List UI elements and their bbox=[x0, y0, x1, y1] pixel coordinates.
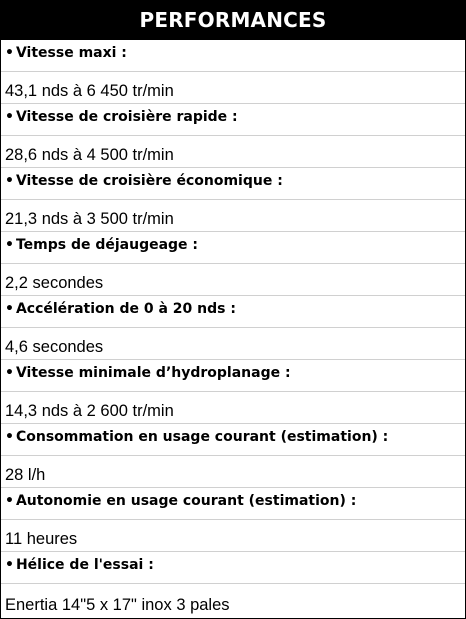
row-value: 14,3 nds à 2 600 tr/min bbox=[5, 402, 174, 420]
label-row-planing-time bbox=[1, 232, 465, 264]
label-row-propeller bbox=[1, 552, 465, 584]
bullet-icon: • bbox=[5, 300, 14, 317]
label-row-acceleration bbox=[1, 296, 465, 328]
value-row-propeller bbox=[1, 584, 465, 618]
value-row-fast-cruise bbox=[1, 136, 465, 168]
label-row-eco-cruise bbox=[1, 168, 465, 200]
bullet-icon: • bbox=[5, 364, 14, 381]
value-row-min-planing-speed bbox=[1, 392, 465, 424]
row-value: 21,3 nds à 3 500 tr/min bbox=[5, 210, 174, 228]
row-label: • Vitesse de croisière rapide : bbox=[5, 108, 238, 125]
row-label: • Accélération de 0 à 20 nds : bbox=[5, 300, 236, 317]
row-label: • Vitesse minimale d’hydroplanage : bbox=[5, 364, 291, 381]
bullet-icon: • bbox=[5, 428, 14, 445]
value-row-acceleration bbox=[1, 328, 465, 360]
row-label: • Vitesse maxi : bbox=[5, 44, 127, 61]
label-row-consumption bbox=[1, 424, 465, 456]
row-value: 28,6 nds à 4 500 tr/min bbox=[5, 146, 174, 164]
table-title: PERFORMANCES bbox=[139, 8, 327, 32]
row-label: • Vitesse de croisière économique : bbox=[5, 172, 283, 189]
row-value: 43,1 nds à 6 450 tr/min bbox=[5, 82, 174, 100]
value-row-planing-time bbox=[1, 264, 465, 296]
row-value: 28 l/h bbox=[5, 466, 46, 484]
bullet-icon: • bbox=[5, 492, 14, 509]
bullet-icon: • bbox=[5, 108, 14, 125]
value-row-top-speed bbox=[1, 72, 465, 104]
bullet-icon: • bbox=[5, 556, 14, 573]
row-value: Enertia 14"5 x 17" inox 3 pales bbox=[5, 595, 230, 614]
label-row-top-speed bbox=[1, 40, 465, 72]
row-label: • Hélice de l'essai : bbox=[5, 556, 154, 573]
value-row-eco-cruise bbox=[1, 200, 465, 232]
value-row-consumption bbox=[1, 456, 465, 488]
value-row-range bbox=[1, 520, 465, 552]
label-row-fast-cruise bbox=[1, 104, 465, 136]
label-row-min-planing-speed bbox=[1, 360, 465, 392]
row-label: • Autonomie en usage courant (estimation) : bbox=[5, 492, 357, 509]
row-value: 2,2 secondes bbox=[5, 274, 104, 292]
table-header bbox=[1, 0, 465, 40]
row-label: • Temps de déjaugeage : bbox=[5, 236, 199, 253]
label-row-range bbox=[1, 488, 465, 520]
row-label: • Consommation en usage courant (estimation) : bbox=[5, 428, 389, 445]
row-value: 11 heures bbox=[5, 530, 78, 548]
bullet-icon: • bbox=[5, 172, 14, 189]
bullet-icon: • bbox=[5, 44, 14, 61]
bullet-icon: • bbox=[5, 236, 14, 253]
row-value: 4,6 secondes bbox=[5, 338, 104, 356]
